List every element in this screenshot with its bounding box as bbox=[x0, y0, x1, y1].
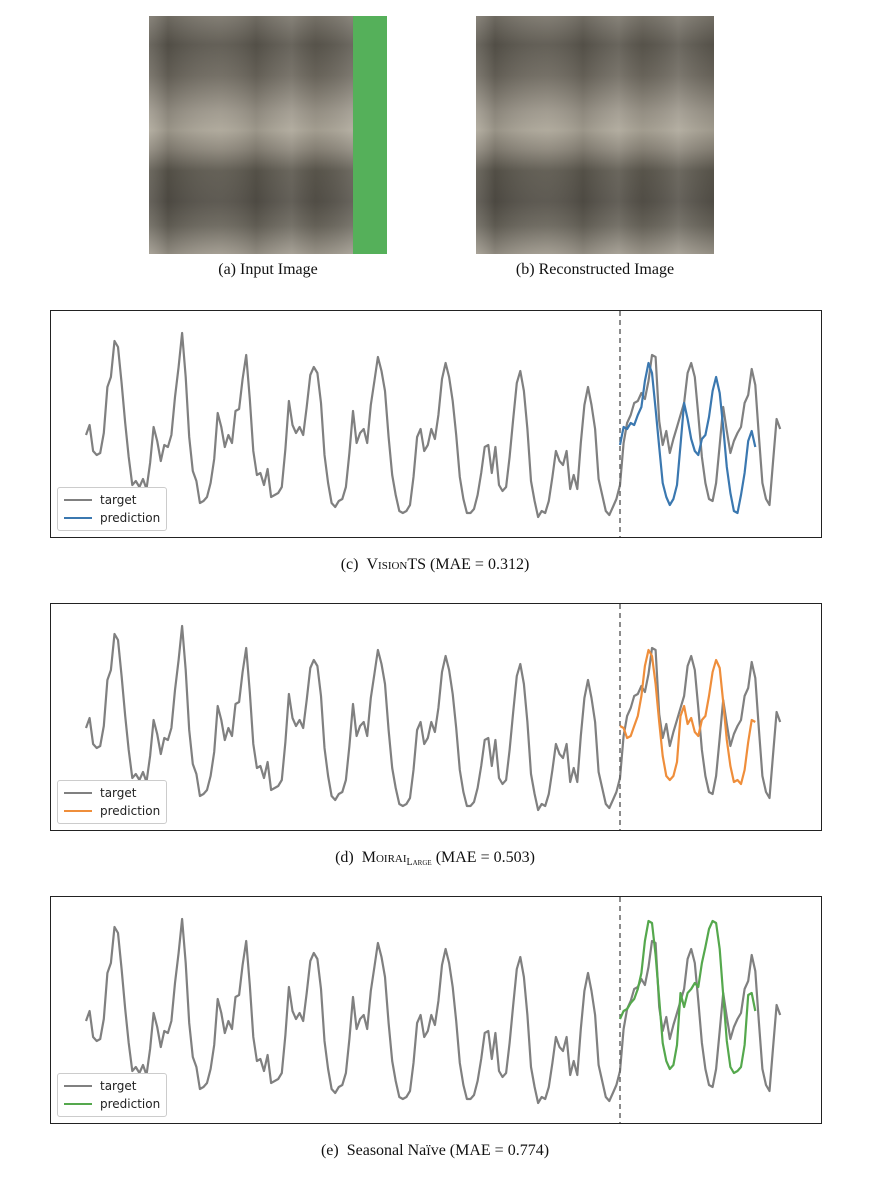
legend-prediction-swatch bbox=[64, 517, 92, 519]
caption-d bbox=[0, 849, 870, 868]
legend-entry-target bbox=[64, 1077, 160, 1095]
caption-d-suffix: (MAE = 0.503) bbox=[431, 849, 535, 866]
legend-entry-prediction bbox=[64, 1095, 160, 1113]
caption-d-model: Moirai bbox=[361, 849, 407, 866]
caption-e-model: Seasonal Naïve bbox=[346, 1142, 446, 1159]
image-b-caption: (b) Reconstructed Image bbox=[515, 261, 675, 278]
legend-prediction-label: prediction bbox=[100, 511, 161, 525]
caption-c-model: VisionTS bbox=[366, 556, 427, 573]
legend-prediction-label: prediction bbox=[100, 1097, 161, 1111]
legend-prediction-swatch bbox=[64, 810, 92, 812]
legend-target-swatch bbox=[64, 499, 92, 501]
image-a-caption: (a) Input Image bbox=[218, 261, 318, 278]
legend bbox=[57, 1073, 167, 1117]
legend bbox=[57, 487, 167, 531]
input-image bbox=[149, 16, 387, 254]
target-line bbox=[86, 919, 780, 1103]
caption-d-subscript: Large bbox=[406, 857, 432, 868]
legend-entry-target bbox=[64, 491, 160, 509]
caption-c-prefix: (c) bbox=[340, 556, 367, 573]
caption-e bbox=[0, 1142, 870, 1160]
masked-region bbox=[353, 16, 387, 254]
caption-e-prefix: (e) bbox=[320, 1142, 347, 1159]
chart-moirai bbox=[50, 603, 822, 831]
legend-entry-prediction bbox=[64, 509, 160, 527]
input-image-heatmap bbox=[149, 16, 387, 254]
legend-prediction-swatch bbox=[64, 1103, 92, 1105]
legend-entry-target bbox=[64, 784, 160, 802]
chart-visionts bbox=[50, 310, 822, 538]
caption-d-prefix: (d) bbox=[335, 849, 362, 866]
legend-target-label: target bbox=[100, 786, 137, 800]
reconstructed-image-heatmap bbox=[476, 16, 714, 254]
chart-seasonal-naive bbox=[50, 896, 822, 1124]
target-line bbox=[86, 626, 780, 810]
prediction-line bbox=[620, 921, 755, 1073]
caption-c-suffix: (MAE = 0.312) bbox=[426, 556, 530, 573]
reconstructed-image bbox=[476, 16, 714, 254]
legend-entry-prediction bbox=[64, 802, 160, 820]
legend-target-label: target bbox=[100, 1079, 137, 1093]
legend-target-swatch bbox=[64, 792, 92, 794]
legend bbox=[57, 780, 167, 824]
legend-target-swatch bbox=[64, 1085, 92, 1087]
caption-e-suffix: (MAE = 0.774) bbox=[445, 1142, 550, 1159]
caption-c bbox=[0, 556, 870, 574]
legend-target-label: target bbox=[100, 493, 137, 507]
legend-prediction-label: prediction bbox=[100, 804, 161, 818]
